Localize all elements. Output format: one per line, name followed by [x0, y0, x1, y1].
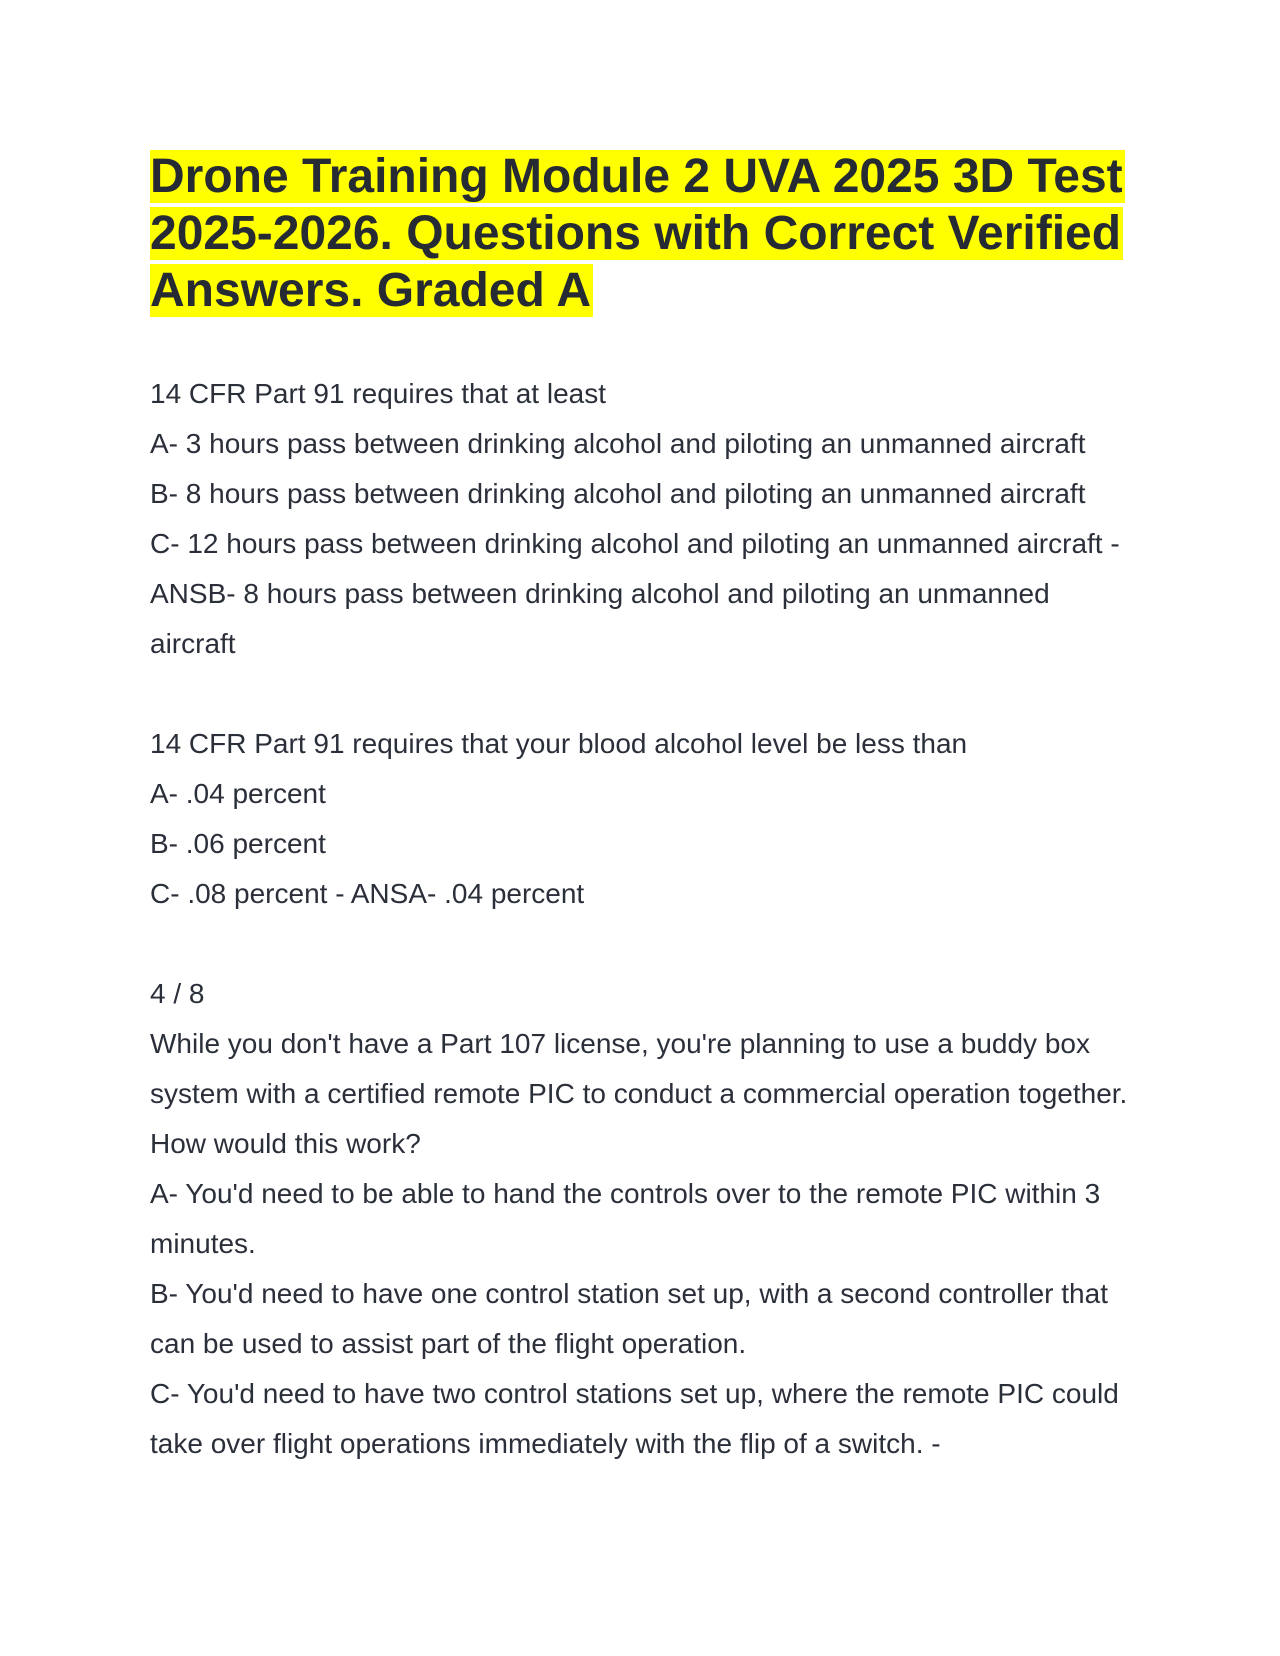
document-page: [150, 148, 1140, 1469]
document-content: [150, 369, 1140, 1469]
question-block-1: [150, 369, 1140, 669]
title-highlight: Drone Training Module 2 UVA 2025 3D Test 2025-2026. Questions with Correct Verified Answers. Graded A: [150, 150, 1123, 317]
question-text: 14 CFR Part 91 requires that at least: [150, 378, 606, 409]
answer-option: B- 8 hours pass between drinking alcohol and piloting an unmanned aircraft: [150, 478, 1086, 509]
question-block-2: [150, 719, 1140, 919]
question-block-3: [150, 969, 1140, 1469]
answer-option: B- You'd need to have one control station set up, with a second controller that can be used to assist part of the flight operation.: [150, 1278, 1108, 1359]
question-text: 14 CFR Part 91 requires that your blood alcohol level be less than: [150, 728, 968, 759]
answer-option-with-answer: C- .08 percent - ANSA- .04 percent: [150, 878, 585, 909]
answer-option: A- 3 hours pass between drinking alcohol and piloting an unmanned aircraft: [150, 428, 1086, 459]
answer-option: C- You'd need to have two control stations set up, where the remote PIC could take over flight operations immediately with the flip of a switch. -: [150, 1378, 1119, 1459]
question-text: While you don't have a Part 107 license, you're planning to use a buddy box system with a certified remote PIC to conduct a commercial operation together. How would this work?: [150, 1028, 1128, 1159]
answer-option-with-answer: C- 12 hours pass between drinking alcohol and piloting an unmanned aircraft - ANSB- 8 hours pass between drinking alcohol and piloting an unmanned aircraft: [150, 528, 1120, 659]
page-number: 4 / 8: [150, 978, 205, 1009]
answer-option: A- You'd need to be able to hand the controls over to the remote PIC within 3 minutes.: [150, 1178, 1101, 1259]
answer-option: A- .04 percent: [150, 778, 326, 809]
document-title: [150, 148, 1140, 319]
answer-option: B- .06 percent: [150, 828, 326, 859]
